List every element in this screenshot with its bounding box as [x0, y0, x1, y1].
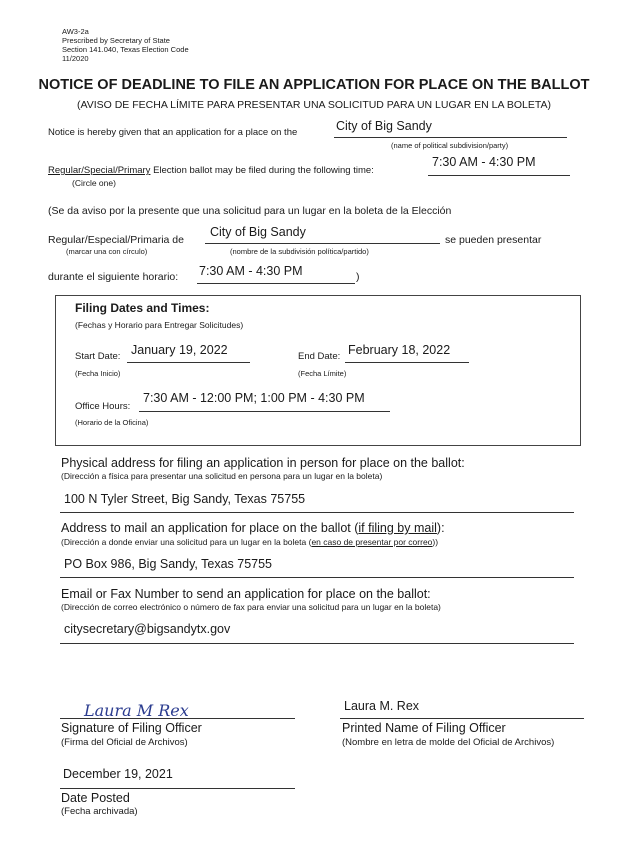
form-date: 11/2020: [62, 54, 89, 63]
subdivision-hint: (name of political subdivision/party): [391, 141, 509, 150]
filing-heading-es: (Fechas y Horario para Entregar Solicitudes): [75, 320, 244, 330]
election-middle: Election ballot may be filed during the following time:: [150, 165, 374, 176]
form-prescribed: Prescribed by Secretary of State: [62, 36, 170, 45]
mail-label-start: Address to mail an application for place on the ballot (: [61, 521, 359, 535]
circle-hint: (Circle one): [72, 178, 116, 188]
end-date-label: End Date:: [298, 351, 341, 362]
mail-address-label: [61, 521, 445, 535]
physical-address-value: 100 N Tyler Street, Big Sandy, Texas 75755: [64, 492, 306, 506]
office-hours-hint: (Horario de la Oficina): [75, 418, 149, 427]
signature-label: Signature of Filing Officer: [61, 721, 202, 735]
mail-address-label-es: [61, 537, 438, 547]
spanish-schedule-label: durante el siguiente horario:: [48, 271, 179, 283]
spanish-subdivision-hint: (nombre de la subdivisión política/partido): [230, 247, 369, 256]
end-date-value: February 18, 2022: [348, 343, 451, 357]
physical-address-label: Physical address for filing an application in person for place on the ballot:: [61, 456, 465, 470]
start-date-value: January 19, 2022: [131, 343, 228, 357]
election-types: Regular/Special/Primary: [48, 165, 151, 176]
form-code: AW3-2a: [62, 27, 89, 36]
form-section: Section 141.040, Texas Election Code: [62, 45, 189, 54]
time-value: 7:30 AM - 4:30 PM: [432, 155, 536, 169]
physical-address-label-es: (Dirección a física para presentar una solicitud en persona para un lugar en la boleta): [61, 471, 383, 481]
page-title: NOTICE OF DEADLINE TO FILE AN APPLICATION FOR PLACE ON THE BALLOT: [38, 77, 590, 93]
date-posted-value: December 19, 2021: [63, 767, 173, 781]
start-date-hint: (Fecha Inicio): [75, 369, 121, 378]
spanish-time-value: 7:30 AM - 4:30 PM: [199, 264, 303, 278]
date-posted-label-es: (Fecha archivada): [61, 806, 138, 817]
mail-label-es-start: (Dirección a donde enviar una solicitud para un lugar en la boleta (: [61, 537, 312, 547]
office-hours-value: 7:30 AM - 12:00 PM; 1:00 PM - 4:30 PM: [143, 391, 365, 405]
spanish-close-paren: ): [356, 271, 360, 283]
subdivision-value: City of Big Sandy: [336, 119, 432, 133]
printed-name-label-es: (Nombre en letra de molde del Oficial de Archivos): [342, 737, 555, 748]
mail-label-es-link: en caso de presentar por correo: [311, 537, 433, 547]
end-date-hint: (Fecha Límite): [298, 369, 347, 378]
start-date-label: Start Date:: [75, 351, 121, 362]
mail-label-es-end: )): [432, 537, 439, 547]
filing-heading: Filing Dates and Times:: [75, 301, 210, 315]
mail-label-end: ):: [436, 521, 445, 535]
spanish-election-types: Regular/Especial/Primaria de: [48, 234, 184, 246]
office-hours-label: Office Hours:: [75, 401, 131, 412]
email-fax-value: citysecretary@bigsandytx.gov: [64, 622, 231, 636]
email-fax-label-es: (Dirección de correo electrónico o número de fax para enviar una solicitud para un lugar en la boleta): [61, 602, 441, 612]
spanish-circle-hint: (marcar una con círculo): [66, 247, 148, 256]
printed-name-value: Laura M. Rex: [344, 699, 420, 713]
spanish-subdivision-value: City of Big Sandy: [210, 225, 306, 239]
spanish-tail: se pueden presentar: [445, 234, 542, 246]
email-fax-label: Email or Fax Number to send an application for place on the ballot:: [61, 587, 431, 601]
notice-prefix: Notice is hereby given that an application for a place on the: [48, 127, 298, 138]
page-subtitle: (AVISO DE FECHA LÍMITE PARA PRESENTAR UNA SOLICITUD PARA UN LUGAR EN LA BOLETA): [77, 99, 551, 111]
election-type-line: [48, 165, 374, 176]
spanish-line1: (Se da aviso por la presente que una solicitud para un lugar en la boleta de la Elección: [48, 205, 452, 217]
signature-image: Laura M Rex: [84, 701, 189, 720]
mail-address-value: PO Box 986, Big Sandy, Texas 75755: [64, 557, 273, 571]
date-posted-label: Date Posted: [61, 791, 130, 805]
mail-label-link: if filing by mail: [358, 521, 437, 535]
printed-name-label: Printed Name of Filing Officer: [342, 721, 506, 735]
signature-label-es: (Firma del Oficial de Archivos): [61, 737, 188, 748]
